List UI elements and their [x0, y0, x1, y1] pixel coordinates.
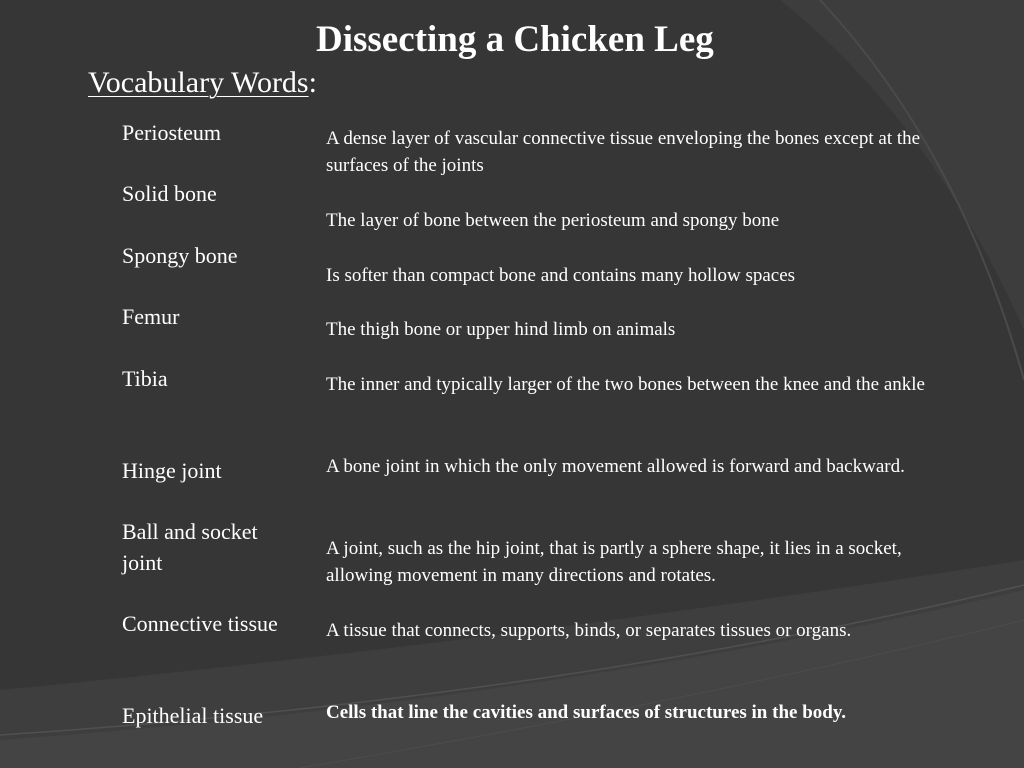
definition-solid-bone: The layer of bone between the periosteum and spongy bone [326, 210, 780, 231]
section-heading-colon: : [308, 66, 317, 99]
term-tibia: Tibia [122, 366, 168, 391]
term-solid-bone: Solid bone [122, 181, 217, 206]
definition-periosteum: A dense layer of vascular connective tissue enveloping the bones except at the surfaces of the joints [326, 128, 921, 176]
term-epithelial-tissue: Epithelial tissue [122, 703, 264, 728]
definition-femur: The thigh bone or upper hind limb on animals [326, 319, 676, 340]
definition-tibia: The inner and typically larger of the two bones between the knee and the ankle [326, 374, 925, 395]
section-heading [88, 66, 317, 100]
term-connective-tissue: Connective tissue [122, 611, 278, 636]
term-hinge-joint: Hinge joint [122, 458, 222, 483]
term-periosteum: Periosteum [122, 120, 221, 145]
term-ball-and-socket-joint: Ball and socket joint [122, 519, 258, 575]
definition-epithelial-tissue: Cells that line the cavities and surfaces of structures in the body. [326, 702, 847, 723]
term-spongy-bone: Spongy bone [122, 243, 238, 268]
term-femur: Femur [122, 304, 180, 329]
section-heading-label: Vocabulary Words [88, 66, 309, 99]
definition-connective-tissue: A tissue that connects, supports, binds, or separates tissues or organs. [326, 620, 852, 641]
definition-spongy-bone: Is softer than compact bone and contains many hollow spaces [326, 265, 796, 286]
definition-ball-and-socket-joint: A joint, such as the hip joint, that is partly a sphere shape, it lies in a socket, allowing movement in many directions and rotates. [326, 538, 902, 586]
slide-title: Dissecting a Chicken Leg [316, 19, 714, 60]
definition-hinge-joint: A bone joint in which the only movement allowed is forward and backward. [326, 456, 905, 477]
